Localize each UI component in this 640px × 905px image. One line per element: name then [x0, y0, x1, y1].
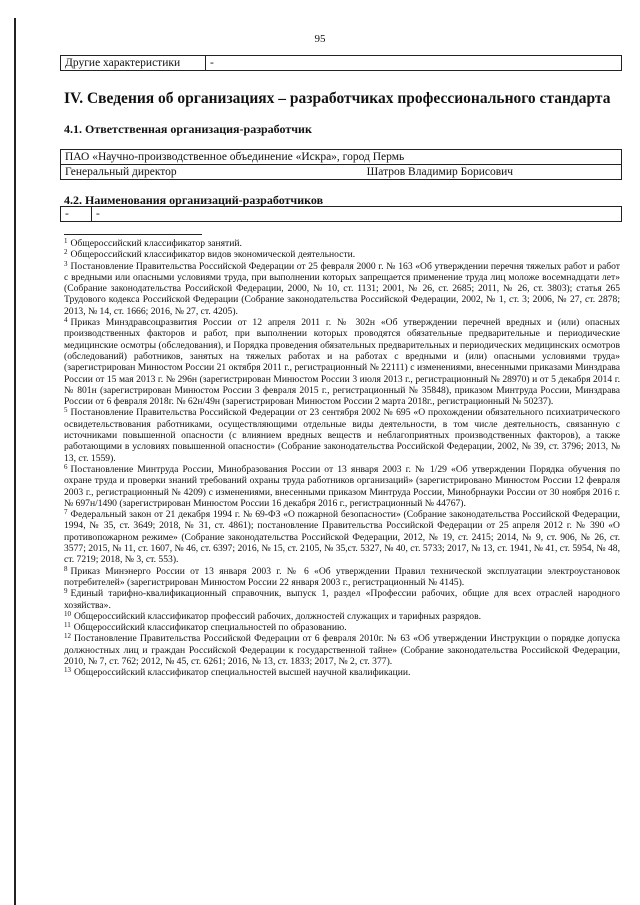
footnote-text: Общероссийский классификатор профессий рабочих, должностей служащих и тарифных разрядов.	[74, 610, 481, 622]
footnote-number: 12	[64, 632, 71, 641]
footnote-number: 4	[64, 316, 68, 325]
organization-name: ПАО «Научно-производственное объединение «Искра», город Пермь	[61, 150, 622, 165]
footnote-text: Приказ Минэнерго России от 13 января 2003 г. № 6 «Об утверждении Правил технической эксплуатации электроустановок потребителей» (зарегистрирован Минюстом России 22 января 2003 г., регистрационный № 4145).	[64, 565, 620, 588]
footnote-number: 13	[64, 666, 71, 675]
subsection-heading-4-2: 4.2. Наименования организаций-разработчиков	[64, 193, 324, 207]
subsection-heading-4-1: 4.1. Ответственная организация-разработчик	[64, 122, 312, 136]
footnote-text: Общероссийский классификатор видов экономической деятельности.	[70, 249, 356, 261]
footnote	[64, 261, 620, 317]
footnote-text: Постановление Правительства Российской Федерации от 6 февраля 2010г. № 63 «Об утверждении Инструкции о порядке допуска должностных лиц и граждан Российской Федерации к государственной тайне» (Собрание законодательства Российской Федерации, 2010, № 7, ст. 762; 2012, № 45, ст. 6261; 2016, № 13, ст. 1833; 2017, № 2, ст. 377).	[64, 633, 620, 667]
table-row	[61, 165, 622, 180]
footnote	[64, 509, 620, 565]
footnote	[64, 317, 620, 407]
footnote-number: 2	[64, 248, 68, 257]
footnote	[64, 407, 620, 463]
signatory-name: Шатров Владимир Борисович	[366, 166, 514, 178]
footnote-number: 8	[64, 564, 68, 573]
scan-edge-line	[14, 18, 16, 905]
footnote	[64, 566, 620, 589]
footnote	[64, 588, 620, 611]
footnote	[64, 238, 620, 249]
section-title: IV. Сведения об организациях – разработчиках профессионального стандарта	[64, 90, 611, 107]
developer-organizations-table	[60, 206, 622, 222]
footnote	[64, 622, 620, 633]
footnote-number: 10	[64, 609, 71, 618]
footnotes	[64, 238, 620, 679]
footnote-number: 5	[64, 406, 68, 415]
footnote-text: Единый тарифно-квалификационный справочник, выпуск 1, раздел «Профессии рабочих, общие для всех отраслей народного хозяйства».	[64, 588, 620, 611]
other-characteristics-label: Другие характеристики	[61, 56, 206, 71]
responsible-organization-table	[60, 149, 622, 180]
signatory-position: Генеральный директор	[65, 166, 177, 178]
footnote-number: 7	[64, 508, 68, 517]
footnote	[64, 633, 620, 667]
footnote-text: Постановление Минтруда России, Минобразования России от 13 января 2003 г. № 1/29 «Об утверждении Порядка обучения по охране труда и проверки знаний требований охраны труда работников организаций» (зарегистрировано Минюстом России 12 февраля 2003 г., регистрационный № 4209) с изменениями, внесенными приказом Минтруда России, Минобрнауки России от 30 ноября 2016 г. № 697н/1490 (зарегистрирован Минюстом России 16 декабря 2016 г., регистрационный № 44767).	[64, 463, 620, 509]
footnote-text: Общероссийский классификатор специальностей высшей научной квалификации.	[74, 667, 411, 679]
table-row	[61, 207, 622, 222]
footnote-number: 1	[64, 237, 68, 245]
footnote-text: Федеральный закон от 21 декабря 1994 г. № 69-ФЗ «О пожарной безопасности» (Собрание законодательства Российской Федерации, 1994, № 35, ст. 3649; 2018, № 31, ст. 4861); постановление Правительства Российской Федерации от 25 апреля 2012 г. № 390 «О противопожарном режиме» (Собрание законодательства Российской Федерации, 2012, № 19, ст. 2415; 2014, № 9, ст. 906, № 26, ст. 3577; 2015, № 11, ст. 1607, № 46, ст. 6397; 2016, № 15, ст. 2105, № 35,ст. 5327, № 40, ст. 5733; 2017, № 13, ст. 1941, № 41, ст. 5954, № 48, ст. 7219; 2018, № 3, ст. 553).	[64, 509, 620, 566]
footnote-separator	[64, 234, 202, 235]
other-characteristics-table	[60, 55, 622, 71]
footnote-text: Постановление Правительства Российской Федерации от 23 сентября 2002 № 695 «О прохождении обязательного психиатрического освидетельствования работниками, осуществляющими отдельные виды деятельности, в том числе деятельность, связанную с источниками повышенной опасности (с влиянием вредных веществ и неблагоприятных производственных факторов), а также работающими в условиях повышенной опасности» (Собрание законодательства Российской Федерации, 2002, № 39, ст. 3796; 2013, № 13, ст. 1559).	[64, 407, 620, 464]
footnote-text: Постановление Правительства Российской Федерации от 25 февраля 2000 г. № 163 «Об утверждении перечня тяжелых работ и работ с вредными или опасными условиями труда, при выполнении которых запрещается применение труда лиц моложе восемнадцати лет» (Собрание законодательства Российской Федерации, 2000, № 10, ст. 1131; 2001, № 26, ст. 2685; 2011, № 26, ст. 3803); статья 265 Трудового кодекса Российской Федерации (Собрание законодательства Российской Федерации, 2002, № 1, ст. 3; 2006, № 27, ст. 2878; 2013, № 14, ст. 1666; 2016, № 27, ст. 4205).	[64, 260, 620, 317]
footnote	[64, 667, 620, 678]
footnote-text: Общероссийский классификатор занятий.	[70, 238, 242, 249]
page-number: 95	[314, 33, 326, 45]
footnote	[64, 464, 620, 509]
footnote-number: 6	[64, 462, 68, 471]
footnote	[64, 249, 620, 260]
table-row	[61, 150, 622, 165]
footnote-text: Приказ Минздравсоцразвития России от 12 апреля 2011 г. № 302н «Об утверждении перечней вредных и (или) опасных производственных факторов и работ, при выполнении которых проводятся обязательные предварительные и периодические медицинские осмотры (обследования), и Порядка проведения обязательных предварительных и периодических медицинских осмотров (обследований) работников, занятых на тяжелых работах и на работах с вредными и (или) опасными условиями труда» (зарегистрирован Минюстом России 21 октября 2011 г., регистрационный № 22111) с изменениями, внесенными приказами Минздрава России от 15 мая 2013 г. № 296н (зарегистрирован Минюстом России 3 июля 2013 г., регистрационный № 28970) и от 5 декабря 2014 г. № 801н (зарегистрирован Минюстом России 3 февраля 2015 г., регистрационный № 35848), приказом Минтруда России, Минздрава России от 6 февраля 2018г. № 62н/49н (зарегистрирован Минюстом России 2 марта 2018г., регистрационный № 50237).	[64, 317, 620, 408]
footnote-number: 9	[64, 587, 68, 596]
table-row	[61, 56, 622, 71]
developer-index-cell: -	[61, 207, 92, 222]
footnote-text: Общероссийский классификатор специальностей по образованию.	[73, 622, 347, 634]
footnote-number: 11	[64, 621, 71, 630]
signatory-cell	[61, 165, 622, 180]
other-characteristics-value: -	[206, 56, 622, 71]
developer-name-cell: -	[92, 207, 622, 222]
footnote-number: 3	[64, 259, 68, 268]
footnote	[64, 611, 620, 622]
